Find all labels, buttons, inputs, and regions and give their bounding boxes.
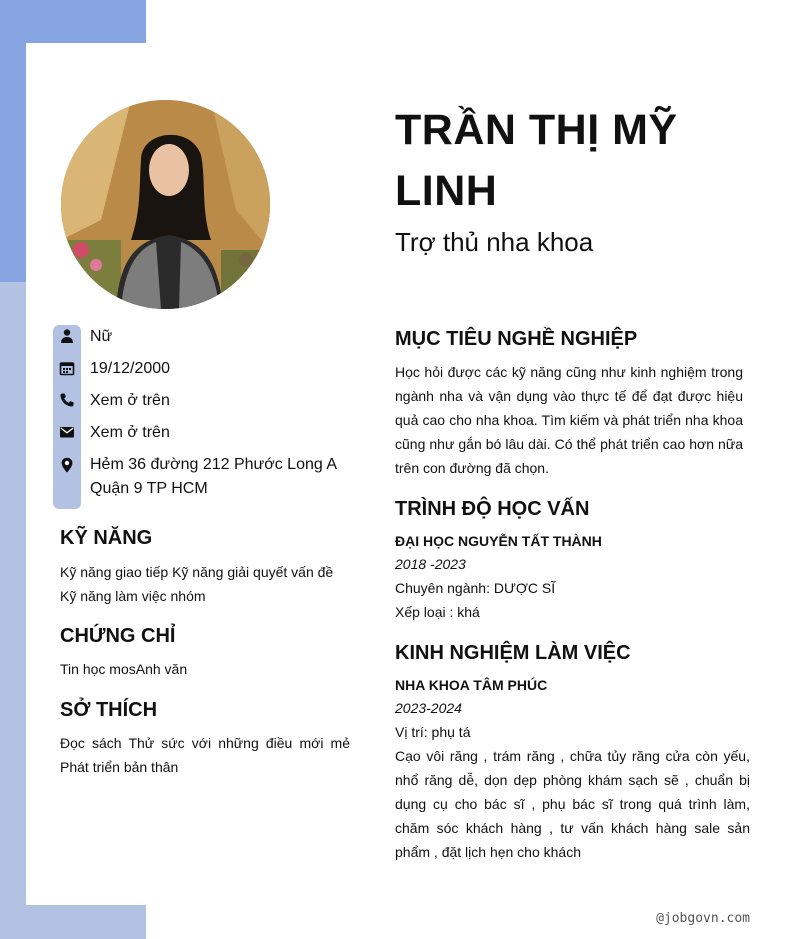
experience-years: 2023-2024 xyxy=(395,700,462,716)
person-icon xyxy=(59,328,75,344)
experience-position: Vị trí: phụ tá xyxy=(395,724,471,740)
contact-gender-text: Nữ xyxy=(90,328,113,345)
contact-birthdate-text: 19/12/2000 xyxy=(90,360,171,377)
contact-address-line1: Hẻm 36 đường 212 Phước Long A xyxy=(90,456,337,473)
contact-icon-bar xyxy=(53,325,81,509)
contact-email-text: Xem ở trên xyxy=(90,424,170,441)
education-years: 2018 -2023 xyxy=(395,556,466,572)
footer-watermark: @jobgovn.com xyxy=(656,911,750,926)
contact-phone-text: Xem ở trên xyxy=(90,392,170,409)
education-rank: Xếp loại : khá xyxy=(395,604,480,620)
skills-text: Kỹ năng giao tiếp Kỹ năng giải quyết vấn đề Kỹ năng làm việc nhóm xyxy=(60,564,334,604)
objective-text: Học hỏi được các kỹ năng cũng như kinh nghiệm trong ngành nha và vận dụng vào thực tế để đạt được hiệu quả cao cho nha khoa. Tìm kiếm và phát triển nha khoa cũng như gắn bó lâu dài. Có thể phát triển cao hơn nữa trên con đường đã chọn. xyxy=(395,364,743,476)
education-school: ĐẠI HỌC NGUYỄN TẤT THÀNH xyxy=(395,533,602,549)
objective-heading: MỤC TIÊU NGHỀ NGHIỆP xyxy=(395,328,638,350)
location-pin-icon xyxy=(59,457,75,473)
calendar-icon xyxy=(59,360,75,376)
hobbies-text: Đọc sách Thử sức với những điều mới mẻ Phát triển bản thân xyxy=(60,735,350,775)
experience-heading: KINH NGHIỆM LÀM VIỆC xyxy=(395,642,631,664)
mail-icon xyxy=(59,424,75,440)
contact-address-line2: Quận 9 TP HCM xyxy=(90,480,208,497)
profile-photo xyxy=(61,100,270,309)
experience-description: Cạo vôi răng , trám răng , chữa tủy răng cửa còn yếu, nhổ răng dễ, dọn dẹp phòng khám sạch sẽ , chuẩn bị dụng cụ cho bác sĩ , phụ bác sĩ trong quá trình làm, chăm sóc khách hàng , tư vấn khách hàng sale sản phẩm , đặt lịch hẹn cho khách xyxy=(395,748,750,860)
education-major: Chuyên ngành: DƯỢC SĨ xyxy=(395,580,556,596)
education-heading: TRÌNH ĐỘ HỌC VẤN xyxy=(395,498,590,520)
phone-icon xyxy=(59,392,75,408)
candidate-name: TRẦN THỊ MỸ LINH xyxy=(395,106,678,215)
certificates-text: Tin học mosAnh văn xyxy=(60,661,188,677)
job-title: Trợ thủ nha khoa xyxy=(395,227,594,257)
decorative-strip-left xyxy=(0,282,26,939)
certificates-heading: CHỨNG CHỈ xyxy=(60,625,176,647)
hobbies-heading: SỞ THÍCH xyxy=(60,699,158,721)
decorative-block-bottom xyxy=(26,905,146,939)
skills-heading: KỸ NĂNG xyxy=(60,527,153,549)
experience-company: NHA KHOA TÂM PHÚC xyxy=(395,677,548,693)
